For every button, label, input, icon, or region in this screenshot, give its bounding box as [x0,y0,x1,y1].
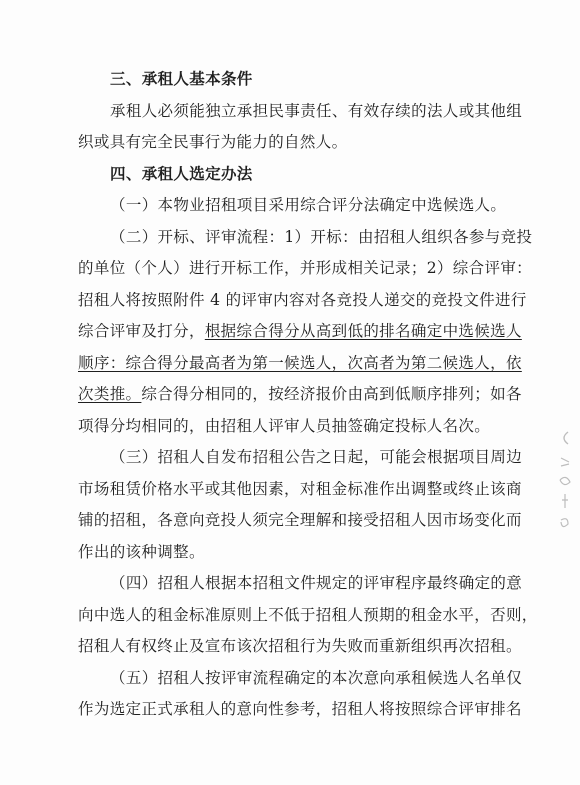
section-3-heading: 三、承租人基本条件 [110,70,253,88]
paragraph-line: 项得分均相同的，由招租人评审人员抽签确定投标人名次。 [78,416,491,435]
paragraph-line: （四）招租人根据本招租文件规定的评审程序最终确定的意 [110,574,523,592]
paragraph-line: 作为选定正式承租人的意向性参考，招租人将按照综合评审排名 [78,700,522,718]
paragraph-line [78,379,522,411]
paragraph-line: （二）开标、评审流程：1）开标：由招租人组织各参与竞投 [110,227,533,246]
paragraph-line [78,348,522,380]
underlined-text: 次类推。 [78,385,142,403]
paragraph-line: 市场租赁价格水平或其他因素，对租金标准作出调整或终止该商 [78,479,522,498]
document-body [78,64,538,726]
paragraph-line: 招租人有权终止及宣布该次招租行为失败而重新组织再次招租。 [78,637,522,655]
section-4-heading: 四、承租人选定办法 [110,164,253,183]
paragraph-line: （五）招租人按评审流程确定的本次意向承租候选人名单仅 [110,668,523,687]
plain-text: 综合评审及打分， [78,322,205,340]
underlined-text: 顺序：综合得分最高者为第一候选人，次高者为第二候选人，依 [78,353,522,372]
paragraph-line: 织或具有完全民事行为能力的自然人。 [78,133,348,151]
page-edge-seal-mark [556,428,574,538]
paragraph-line: （一）本物业招租项目采用综合评分法确定中选候选人。 [110,196,507,214]
paragraph-line: 作出的该种调整。 [78,542,205,561]
paragraph-line: 的单位（个人）进行开标工作，并形成相关记录；2）综合评审： [78,259,533,277]
seal-fragment-icon [556,428,574,538]
paragraph-line: 铺的招租，各意向竞投人须完全理解和接受招租人因市场变化而 [78,511,522,529]
paragraph-line: 承租人必须能独立承担民事责任、有效存续的法人或其他组 [110,101,523,120]
paragraph-line: 招租人将按照附件 4 的评审内容对各竞投人递交的竞投文件进行 [78,290,527,309]
paragraph-line [78,316,522,348]
plain-text: 综合得分相同的，按经济报价由高到低顺序排列；如各 [141,385,522,403]
paragraph-line: （三）招租人自发布招租公告之日起，可能会根据项目周边 [110,448,523,466]
paragraph-line: 向中选人的租金标准原则上不低于招租人预期的租金水平，否则， [78,605,538,624]
underlined-text: 根据综合得分从高到低的排名确定中选候选人 [204,322,522,340]
